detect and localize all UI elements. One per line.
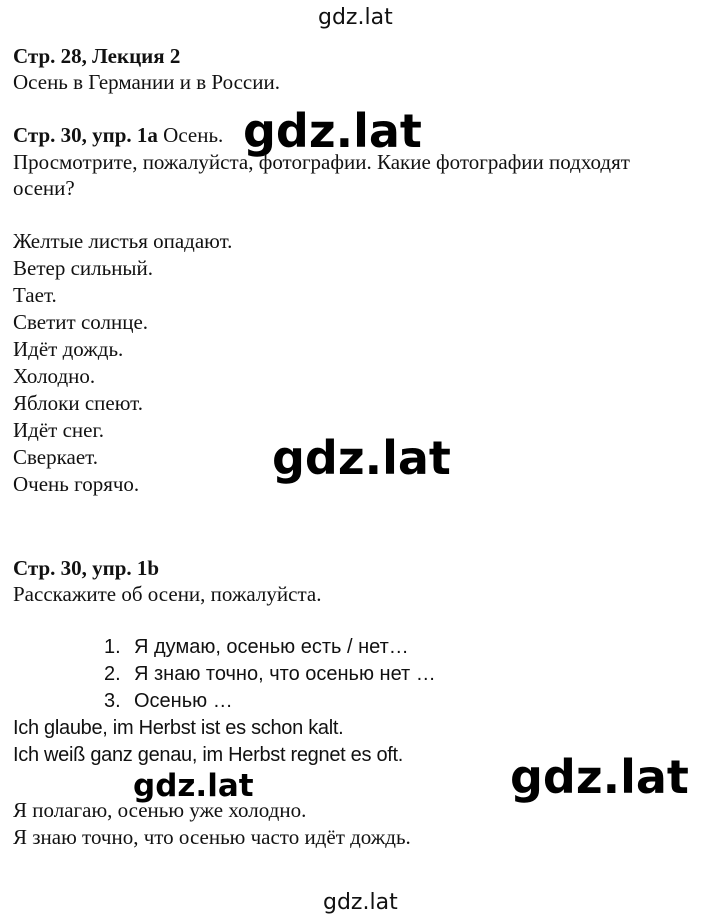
list-item bbox=[104, 688, 233, 715]
list-number: 1. bbox=[104, 636, 121, 658]
watermark-top: gdz.lat bbox=[318, 5, 393, 30]
list-item: Сверкает. bbox=[13, 445, 98, 469]
exercise-1b-instruction: Расскажите об осени, пожалуйста. bbox=[13, 582, 322, 606]
list-text: Осенью … bbox=[134, 690, 233, 712]
page-title: Стр. 28, Лекция 2 bbox=[13, 44, 181, 68]
list-item: Тает. bbox=[13, 283, 57, 307]
watermark-2: gdz.lat bbox=[272, 431, 451, 485]
list-number: 3. bbox=[104, 690, 121, 712]
page-subtitle: Осень в Германии и в России. bbox=[13, 70, 280, 94]
exercise-1a-instruction-1: Просмотрите, пожалуйста, фотографии. Какие фотографии подходят bbox=[13, 150, 630, 174]
list-item: Ветер сильный. bbox=[13, 256, 154, 280]
list-item bbox=[104, 634, 409, 661]
russian-line-2: Я знаю точно, что осенью часто идёт дождь. bbox=[13, 825, 411, 849]
list-item: Идёт дождь. bbox=[13, 337, 124, 361]
list-item: Желтые листья опадают. bbox=[13, 229, 233, 253]
watermark-1: gdz.lat bbox=[243, 104, 422, 158]
exercise-1b-heading: Стр. 30, упр. 1b bbox=[13, 556, 160, 580]
list-item: Очень горячо. bbox=[13, 472, 140, 496]
list-item: Холодно. bbox=[13, 364, 96, 388]
exercise-1a-heading-rest: Осень. bbox=[163, 123, 224, 147]
exercise-1a-heading: Стр. 30, упр. 1а bbox=[13, 123, 158, 147]
german-line-2: Ich weiß ganz genau, im Herbst regnet es oft. bbox=[13, 744, 404, 766]
list-item: Яблоки спеют. bbox=[13, 391, 143, 415]
exercise-1a-heading-line bbox=[13, 122, 223, 149]
german-line-1: Ich glaube, im Herbst ist es schon kalt. bbox=[13, 717, 344, 739]
russian-line-1: Я полагаю, осенью уже холодно. bbox=[13, 798, 307, 822]
list-number: 2. bbox=[104, 663, 121, 685]
watermark-bottom: gdz.lat bbox=[323, 890, 398, 915]
list-item bbox=[104, 661, 436, 688]
exercise-1a-instruction-2: осени? bbox=[13, 176, 75, 200]
list-text: Я думаю, осенью есть / нет… bbox=[134, 636, 409, 658]
watermark-4: gdz.lat bbox=[510, 750, 689, 804]
watermark-3: gdz.lat bbox=[133, 768, 254, 804]
list-text: Я знаю точно, что осенью нет … bbox=[134, 663, 436, 685]
list-item: Светит солнце. bbox=[13, 310, 149, 334]
list-item: Идёт снег. bbox=[13, 418, 104, 442]
